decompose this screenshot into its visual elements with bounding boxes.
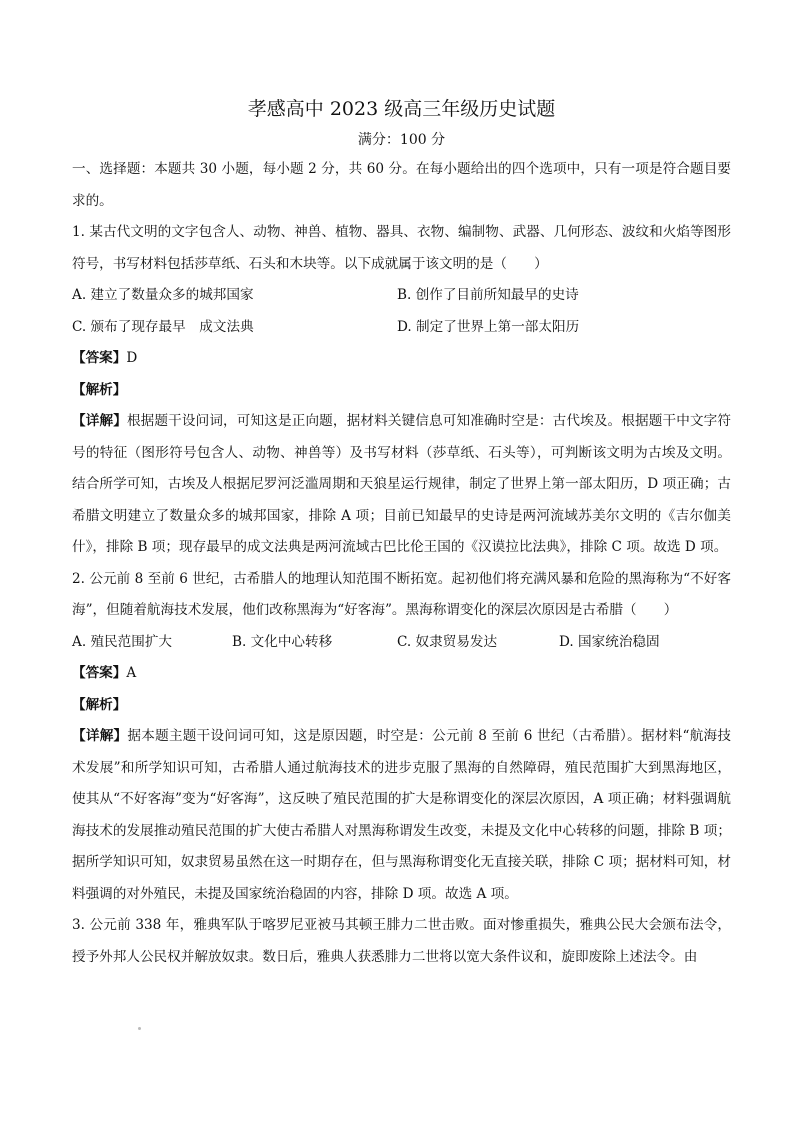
question-2-stem: 2. 公元前 8 至前 6 世纪，古希腊人的地理认知范围不断拓宽。起初他们将充满风暴和危险的黑海称为“不好客海”，但随着航海技术发展，他们改称黑海为“好客海”。黑海称谓变化的深层次原因是古希腊（ ）: [72, 570, 731, 618]
detail-label: 【详解】: [72, 413, 127, 429]
score-line: 满分：100 分: [357, 132, 446, 148]
question-1-option-b: B. 创作了目前所知最早的史诗: [397, 287, 579, 303]
answer-label: 【答案】: [72, 350, 127, 366]
question-1-option-d: D. 制定了世界上第一部太阳历: [397, 318, 580, 335]
question-1-option-a: A. 建立了数量众多的城邦国家: [72, 287, 254, 303]
question-2-answer: [72, 658, 731, 690]
question-1-detail: [72, 406, 731, 564]
question-1-options: [72, 280, 731, 343]
detail-label: 【详解】: [72, 728, 128, 744]
section-intro: 一、选择题：本题共 30 小题，每小题 2 分，共 60 分。在每小题给出的四个选项中，只有一项是符合题目要求的。: [72, 161, 731, 209]
analysis-label: 【解析】: [72, 381, 127, 398]
scan-speck: [138, 1027, 141, 1030]
question-3-stem: 3. 公元前 338 年，雅典军队于喀罗尼亚被马其顿王腓力二世击败。面对惨重损失，雅典公民大会颁布法令，授予外邦人公民权并解放奴隶。数日后，雅典人获悉腓力二世将以宽大条件议和，旋即废除上述法令。由: [72, 917, 731, 965]
detail-text: 据本题主题干设问词可知，这是原因题，时空是：公元前 8 至前 6 世纪（古希腊）。据材料“航海技术发展”和所学知识可知，古希腊人通过航海技术的进步克服了黑海的自然障碍，殖民范围扩大到黑海地区，使其从“不好客海”变为“好客海”，这反映了殖民范围的扩大是称谓变化的深层次原因，A 项正确；材料强调航海技术的发展推动殖民范围的扩大使古希腊人对黑海称谓发生改变，未提及文化中心转移的问题，排除 B 项；据所学知识可知，奴隶贸易虽然在这一时期存在，但与黑海称谓变化无直接关联，排除 C 项；据材料可知，材料强调的对外殖民，未提及国家统治稳固的内容，排除 D 项。故选 A 项。: [72, 728, 732, 902]
answer-value: D: [126, 350, 138, 366]
page-title: 孝感高中 2023 级高三年级历史试题: [247, 98, 556, 120]
question-2-option-d: D. 国家统治稳固: [559, 633, 660, 650]
question-1-stem: 1. 某古代文明的文字包含人、动物、神兽、植物、器具、衣物、编制物、武器、几何形态、波纹和火焰等图形符号，书写材料包括莎草纸、石头和木块等。以下成就属于该文明的是（ ）: [72, 224, 731, 272]
question-2-option-b: B. 文化中心转移: [232, 633, 333, 650]
question-2-option-c: C. 奴隶贸易发达: [397, 633, 498, 650]
answer-label: 【答案】: [72, 665, 127, 681]
question-1-answer: [72, 343, 731, 375]
question-2-option-a: A. 殖民范围扩大: [72, 633, 173, 650]
question-1-analysis-label: [72, 375, 731, 407]
analysis-label: 【解析】: [72, 696, 127, 713]
detail-text: 根据题干设问词，可知这是正向题，据材料关键信息可知准确时空是：古代埃及。根据题干中文字符号的特征（图形符号包含人、动物、神兽等）及书写材料（莎草纸、石头等），可判断该文明为古埃及文明。结合所学可知，古埃及人根据尼罗河泛滥周期和天狼星运行规律，制定了世界上第一部太阳历，D 项正确；古希腊文明建立了数量众多的城邦国家，排除 A 项；目前已知最早的史诗是两河流域苏美尔文明的《吉尔伽美什》，排除 B 项；现存最早的成文法典是两河流域古巴比伦王国的《汉谟拉比法典》，排除 C 项。故选 D 项。: [72, 413, 732, 555]
question-2-detail: [72, 721, 731, 910]
question-2-options: [72, 627, 731, 659]
question-1-option-c: C. 颁布了现存最早 成文法典: [72, 318, 254, 335]
answer-value: A: [126, 665, 137, 681]
question-2-analysis-label: [72, 690, 731, 722]
